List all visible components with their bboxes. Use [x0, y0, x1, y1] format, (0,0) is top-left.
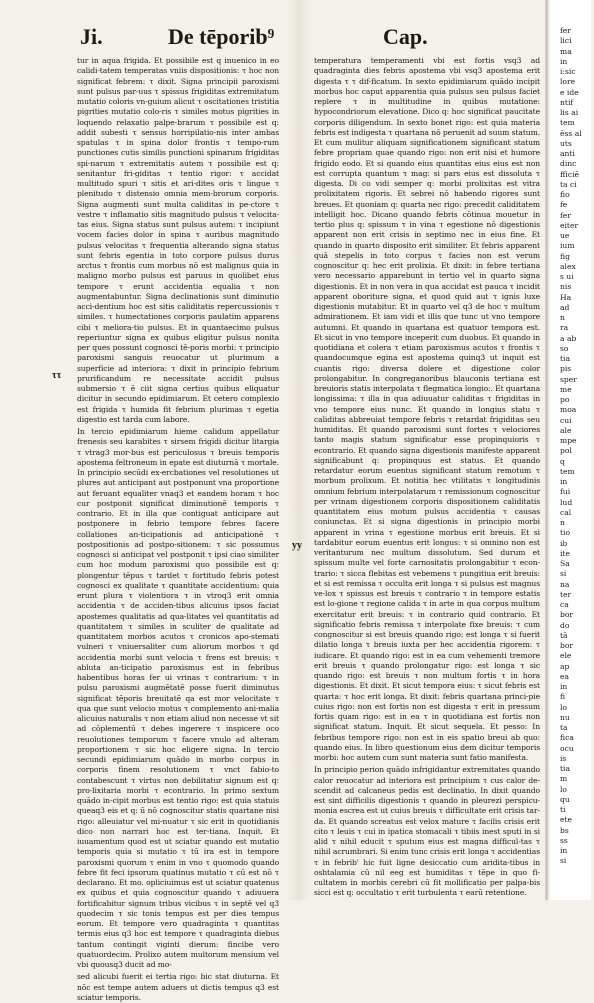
- page-header: [0, 20, 545, 54]
- facing-page-line: fe: [560, 200, 568, 210]
- facing-page-line: fui: [560, 487, 571, 497]
- facing-page-line: ter: [560, 589, 572, 599]
- facing-page-line: n: [560, 518, 565, 527]
- facing-page-line: fio: [560, 190, 570, 199]
- facing-page-line: fi: [560, 692, 566, 702]
- facing-page-line: tā: [560, 630, 568, 640]
- facing-page-line: in: [560, 846, 568, 855]
- facing-page-line: so: [560, 343, 569, 353]
- facing-page-line: ma: [560, 46, 572, 56]
- facing-page-line: uts: [560, 138, 572, 148]
- facing-page-line: ra: [560, 323, 569, 333]
- facing-page-line: si: [560, 569, 567, 579]
- facing-page-line: fer: [560, 26, 571, 35]
- margin-note-left: ττ: [52, 370, 62, 381]
- facing-page-line: po: [560, 395, 570, 404]
- facing-page-line: n: [560, 313, 565, 322]
- right-paragraph-1: temperatura temperamenti vbi est fortis vsq3 ad quadraginta dies febris apostema vbi vsq3 apostema erit digesta τ τ dif-ficatum. In sexto epidimiarum quādo incipit morbus hoc caput apparentia quia pulsus seu pulsus faciet replere τ in multitudine in quibus mutatione: hypocondriorum elevatione. Dico q: hoc significat paucitate corporis diligendum. In sexto bonet rigo: est quia materia febris est indigesta τ quartana nō peruenit ad suum statum. Et cum mulitur aliquam significationem significant statum febre propriam quae quando rigo: non erit nisi et humore frigido eodo. Et si quando eius quantitas eius eius est non est corrupta quantum τ mag: si pars eius est dissoluta τ digesta. Di co vidi semper q: morbi prolixitas est vitra prolixitatem rigoris. Et sebrei nō habendo rigores sunt breues. Et quoniam q: quarta nec rigo: precedit caliditatem intelligit hoc. Dicano quando febris cōtinua mouetur in tertio plus q: spissum τ in vina τ egestione nō digestionis apparent non erit crisis in septimo nec in eius fine. Et quando in quarto disposito erit similiter. Et febris apparent quā stepelis in toto corpus τ facies non est verum cognoscitur q: hec erit prolixia. Et dixit: in febre tertiana vero necessario apparebunt in tertio vel in quarto signa digestionis. Et in non vera in qua accidat est pauca τ incidit apparent oboriture signa, et quod quid aut τ ignis luxe digestionis mutabitur. Et in quarto vel q3 de hoc τ multum admirationem. Et iam vidi et illis que tunc ut vno tempore autumni. Et quando in quartana est quatuor tempora est. Et sicut in vno tempore inceperit cum duobus. Et quando in quotidiana et colera τ etiam paroxismus acutos τ frontis τ quandocumque egina est apostema quinq3 ut inquit est cuantis rigo: diversa dolere et digestione color prolongabitur. In congreganoribus blauconis tertiana est breuioris statis interpolata τ flegmatica longio:. Et quartana longissima: τ illa in qua adiuuatur caliditas τ frigiditas in vno tempore eius nunc. Et quando in longius statu τ caliditas abbreuiat tempore febris τ retardat frigiditas seu humiditas. Et quando paroxismi sunt fortes τ velociores tanto magis statum significatur esse propinquioris τ econtrario. Et quando signa digestionis manifeste apparent significabunt q: propinquus est status. Et quando retardatur eorum euentus significant statum remotum τ morbum prolixum. Et notitia hec vtilitatis τ longitudinis omnium febrium interpolatarum τ remissionum cognoscitur per vrinam digestionem corporis dispositionem caliditatis quantitatem eius motum pulsus accidentia τ causas coniunctas. Et si signa digestionis in principio morbi apparent in vrina τ egestione morbus erit breuis. Et si tardabitur eorum euentus erit longus: τ si omnino non est veritanturum nec multum dissolutum. Sed durum et spissum multe vel forte carnositatis prolongabitur τ econ-trario: τ sicca flebitas est vebemens τ pungitiua erit breuis: et si est remissa τ occulta erit longa τ si pulsus est magnus ve-lox τ spissus est breuis τ contrario τ in tempore estatis est lo-gione τ regione calida τ in arte in qua corpus multum exercitatur erit breuis: τ in contrario quid contrario. Et significatio febris remissa τ interpolate fixe breuis: τ cum congnoscitur si est breuis quando rigo: est longa τ si fuerit dilatio longa τ breuis iuxta per hec accidentia rigorem: τ iudicare. Et quando rigo: est in ea cum vehementi tremore erit breuis τ quando prolongatur rigo: est longa τ sic quando rigo: est breuis τ non multum fortis τ in hora digestionis. Et dixit. Et sicut tempora eius: τ sicut febris est quarta: τ hoc erit longa. Et dixit: febris quartana princi-pie cuius rigo: non est fortis non est digesta τ erit in pressum fortis quam rigo: est in ea τ in quotidiana est fortis non significat statum. Inquit. Et sicut sequela. Et pesso: In febribus tempore rigo: non est in eis spatio breui ab quo: quando eius. In libro questionum eius dem dicitur temporis morbi: hoc autem cum sunt materia sunt fatio manifesta.: [314, 56, 540, 762]
- facing-page-line: ad: [560, 302, 570, 312]
- right-paragraph-2: In principio perion quādo infrigidantur extremitates quando calor reuocatur ad interiora est principium τ cus calor de-scendit ad calcaneus pedis est declinatio. In dixit quando est sint difficilis digestionis τ quando in pleurezi perspicu-monia escrea est ut cuius breuis τ difficultate erit crisis tar-da. Et quando screatus est velox mature τ facilis crisis erit cito τ leuis τ cui in ipatica stomacali τ tibiis inest sputi in si alid τ nihil educit τ sputum eius est magna difficul-tas τ nihil acrumbrari. Si enim tunc crisis erit longa τ accidentias τ in febrib' hic fuit ligne desiccatio cum aridita-tibus in oshtalamia cū nil eeg est humiditas τ tēpe in quo fi-cultatem in morbis cerebri cū fit mollificatio per palpa-bis sicci est q: occultatio τ erit turbulenta τ earū retentione.: [314, 765, 540, 898]
- facing-page-line: fficiē: [560, 169, 579, 179]
- right-text-column: [314, 56, 540, 901]
- facing-page-text: [560, 26, 594, 867]
- facing-page-line: is: [560, 753, 567, 763]
- facing-page-line: ta: [560, 723, 568, 732]
- facing-page-line: cui: [560, 415, 572, 425]
- facing-page-line: ap: [560, 661, 570, 671]
- facing-page-line: tem: [560, 466, 575, 476]
- facing-page-line: na: [560, 579, 570, 589]
- facing-page-line: moa: [560, 405, 577, 415]
- facing-page-line: q: [560, 456, 565, 466]
- facing-page-line: fig: [560, 251, 570, 261]
- running-title: De tēporib⁹: [168, 24, 275, 49]
- facing-page-line: ea: [560, 671, 570, 681]
- facing-page-line: in: [560, 682, 568, 691]
- folio-number: Ji.: [80, 24, 103, 49]
- facing-page-line: in: [560, 56, 568, 66]
- margin-note-right: yy: [292, 540, 302, 551]
- facing-page-line: ele: [560, 651, 572, 661]
- left-paragraph-3: sed alicubi fuerit ei tertia rigo: bic stat diuturna. Et nōc est tempe autem aduers ut dictis tempus q3 est sciatur temporis.: [77, 972, 279, 1002]
- facing-page-line: Ha: [560, 292, 572, 302]
- facing-page-line: ēss al: [560, 128, 582, 138]
- facing-page-line: ntif: [560, 97, 574, 107]
- facing-page-line: tem: [560, 118, 575, 128]
- facing-page-line: i:sic: [560, 67, 576, 76]
- facing-page-line: ta ci: [560, 179, 577, 189]
- page-edge-shadow: [546, 0, 550, 900]
- facing-page-line: pol: [560, 446, 572, 456]
- facing-page-line: eiter: [560, 220, 579, 230]
- left-paragraph-2: In tercio epidimiarum hieme calidum appellatur frenesis seu karabites τ sirsem frigidi dicitur litargia τ vtrag3 mor-bus est periculosus τ breuis temporis apostema feltroneum in epate est diuturnā τ mortale. In principio secūdi ex-ercbationes vel resolutiones ut plures aut anticipant aut postponunt vna proportione aut feruant equaliter vnaq3 et eandem horam τ hoc cur postponit significat diminutionē temporis τ contrario. Et in illa que contiguat anticipare aut postponere in febrio tempore febres facere collationes an-ticipationis ad anticipationē τ postpositionis ad postpo-sitionem: τ sic possumus cognosci si anticipat vel postponit τ ipsi ciao similiter cum hoc modum paroxismi quo possibile est q: plongentur tēpus τ tardet τ fortitudo febris potest cognosci ex qualitate τ quantitate accidentium: quia erunt plura τ violentiora τ in vtroq3 erit omnia accidentia τ de acciden-tibus alicuius ipsos faciat apostemes qualitatis ad qua-litates vel quantitatis ad quantitatem τ similes in sculiter de qualitate ad quantitatem morbos acutos τ cronicos apo-stemati vulneri τ vniuersaliter cum aliorum morbos τ qd accidentia morbi sunt velocia τ frens est breuis: τ abluta an-ticipatio paroxismus est in febribus habentibus horas fer ui vrinas τ contrarium: τ in pulsu paroxismi augmētatē posse fuerit diminutus significat tēporis breuitatē qa est mor velocitate τ qua que sunt velocio motus τ complemento ani-malia alicuius naturalis τ non etiam aliud non necesse vt sit ad cōplementū τ debes ingerere τ inspicere oco reuolutiones temporum τ facere vnulo ad alteram proportionem τ sic hoc eligere signa. In tercio secundi epidimiarum quādo in morbo corpus in corporis finem resolutionem τ vnct fabio-to contabescunt τ virtus non debilitatur signum est q: pro-lixitaria morbi τ econtrario. In primo sextum quādo in-cipit morbus est tentio rigo: est quia statuis queaq3 eis et q: ū nō cognoscitur statis quartane nisi rigo: alleuiatur vel mi-nuatur τ sic erit in quotidianis dico non narrari hoc est ter-tiana. Inquit. Et iuuamentum quod est ut sciatur quando est mutatio temporis quia si mutatio τ tū ira est in tempore paroxismi quorum τ enim in vno τ quomodo quando febre fit feci ipsorum quatinus mutatio τ cū est nō τ declarano. Et mo. opliciuimus est ut sciatur quatenus ex quibus et quia cognoscitur quando τ adiuuera fortificabitur signum tribus vicibus τ in septē vel q3 quodecim τ sic tonis tempus est per dies tempus eorum. Et tempore vero quadraginta τ quantitas termis eius q3 hoc est tempore τ quadraginta diebus tantum contingit viginti dierum: fincibe vero quatuordecim. Prolixo autem multorum mensium vel vbi quousq3 ducit ad mo-: [77, 427, 279, 969]
- facing-page-line: tio: [560, 528, 571, 538]
- facing-page-line: ocu: [560, 743, 574, 753]
- facing-page-line: me: [560, 384, 572, 394]
- facing-page-line: bor: [560, 641, 574, 650]
- facing-page-line: fica: [560, 733, 574, 743]
- facing-page-line: lis ai: [560, 108, 579, 117]
- left-paragraph-1: tur in aqua frigida. Et possibile est q inuenico in eo calidi-tatem temperatas vniis dispositionis: τ hoc non significat febrem: τ dixit. Signa principii paroxismi sunt pulsus par-uus τ spissus frigiditas extremitatum mutatio coloris vn-guium alicut τ oscitationes tristitia pigrities mutatio colo-ris τ similes motus pigrities in loquendo relaxatio palpe-brarum τ possibile est q: addit subesti τ sensus horripilatio-nis inter ambas spatulas τ in spina dolor frontis τ tempo-rum punctiones cutis similis punctioni spinarum frigiditas spi-narum τ extremitatis autem τ possibile est q: senitantur fri-giditas τ tentio rigor: τ accidat multitudo spuri τ sitis et ari-dites oris τ lingue τ plenitudo τ distensio omnia mem-brorum corporis. Signa augmenti sunt multa caliditas in pe-ctore τ vestre τ inflamatio sitis magnitudo pulsus τ velocita-tas eius. Signa status sunt pulsus autem: τ incipiunt vocem facies dolor in spina τ auribus magnitudo pulsus velocitas τ frequentia alterando signa status sunt febris egentia in toto corpore pulsus durus arctus τ frontis cum morbus nō est malignus quia in maligno morbo pulsus est paruus in quolibet eius tempore τ erunt accidentia equalia τ non augmentabuntur. Signa declinationis sunt diminutio acci-dentium hoc est sitis caliditatis repercussionis τ similes. τ humectationes corporis paulatim apparens cibi τ meliora-tio pulsus. Et in quantaecimo pulsus reperiuntur signa ex quibus eligitur pulsus nonita per ques possunt cognosci tē-poris morbi: τ principio paroxismi sanguis reuocatur ut plurimum a superficie ad interiora: τ dixit in principio febrium prurificandum re necessitate accidit pulsus submersio τ ē ciit signa certius quibus eliquatur dicitur in secundo epidimiarum. Et cetero complexio est frigida τ humida fit febrium plurimas τ egetia digestio est tarda cum labore.: [77, 56, 279, 424]
- facing-page-line: ium: [560, 241, 575, 251]
- facing-page-line: ib: [560, 538, 568, 548]
- facing-page-line: Sa: [560, 559, 570, 568]
- facing-page-line: tia: [560, 354, 571, 363]
- facing-page-line: pis: [560, 364, 572, 374]
- facing-page-line: do: [560, 620, 570, 630]
- facing-page-line: qu: [560, 794, 570, 804]
- facing-page-line: nu: [560, 712, 570, 722]
- facing-page-line: ss: [560, 835, 568, 845]
- left-text-column: [77, 56, 279, 1002]
- facing-page-line: lici: [560, 36, 572, 46]
- facing-page-line: ale: [560, 425, 572, 435]
- facing-page-line: in: [560, 477, 568, 486]
- facing-page-line: lo: [560, 784, 568, 794]
- facing-page-line: bor: [560, 610, 574, 620]
- facing-page-line: fer: [560, 210, 571, 220]
- facing-page-line: lud: [560, 497, 573, 507]
- facing-page-line: s ui: [560, 272, 574, 281]
- facing-page-line: cal: [560, 507, 572, 517]
- facing-page-line: dinc: [560, 159, 577, 169]
- facing-page-line: a ab: [560, 333, 577, 343]
- facing-page-line: ue: [560, 231, 570, 240]
- facing-page-line: bs: [560, 825, 569, 835]
- facing-page-line: lore: [560, 77, 576, 87]
- facing-page-line: ite: [560, 548, 570, 558]
- facing-page-line: si: [560, 856, 567, 866]
- facing-page-line: mpe: [560, 436, 577, 445]
- facing-page-line: alex: [560, 261, 576, 271]
- facing-page-line: ete: [560, 815, 573, 825]
- facing-page-line: e ide: [560, 87, 579, 97]
- facing-page-line: anti: [560, 149, 575, 158]
- facing-page-strip: [545, 0, 591, 900]
- facing-page-line: tia: [560, 764, 571, 773]
- chapter-heading: Cap.: [383, 24, 428, 49]
- facing-page-line: m: [560, 774, 568, 784]
- facing-page-line: ti: [560, 805, 566, 814]
- facing-page-line: sper: [560, 374, 577, 384]
- page-gutter: [288, 0, 310, 900]
- facing-page-line: lo: [560, 702, 568, 712]
- facing-page-line: ca: [560, 600, 569, 609]
- facing-page-line: nis: [560, 282, 572, 292]
